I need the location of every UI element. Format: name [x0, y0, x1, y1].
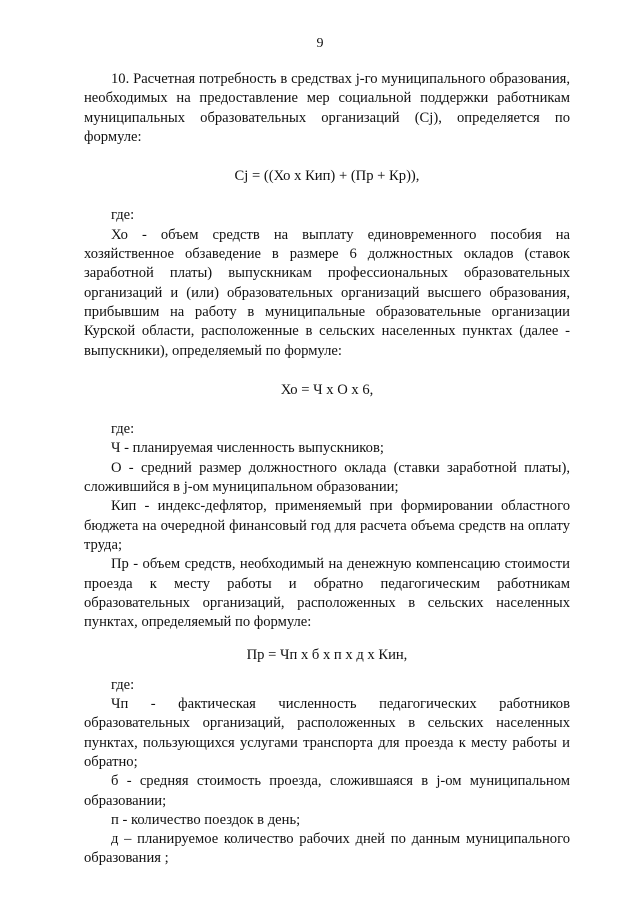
- ch-definition: Ч - планируемая численность выпускников;: [111, 440, 384, 457]
- kip-definition: Кип - индекс-дефлятор, применяемый при формировании областного бюджета на очередной финансовый год для расчета объема средств на оплату труда;: [84, 498, 570, 553]
- p-definition: п - количество поездок в день;: [111, 811, 301, 828]
- formula-pr: Пр = Чп х б х п х д х Кин,: [246, 647, 408, 664]
- paragraph-10: 10. Расчетная потребность в средствах j-го муниципального образования, необходимых на предоставление мер социальной поддержки работникам муниципальных образовательных организаций (Cj), определяется по формуле:: [84, 71, 570, 145]
- where-label-3: где:: [111, 676, 135, 693]
- page-number: 9: [316, 36, 324, 51]
- xo-definition: Хо - объем средств на выплату единовременного пособия на хозяйственное обзаведение в размере 6 должностных окладов (ставок заработной платы) выпускникам профессиональных образовательных организаций и (или) образовательных организаций высшего образования, прибывшим на работу в муниципальные образовательные организации Курской области, расположенные в сельских населенных пунктах (далее - выпускники), определяемый по формуле:: [84, 226, 570, 359]
- pr-definition: Пр - объем средств, необходимый на денежную компенсацию стоимости проезда к месту работы и обратно педагогическим работникам образовательных организаций, расположенных в сельских населенных пунктах, определяемый по формуле:: [84, 556, 570, 631]
- b-definition: б - средняя стоимость проезда, сложившаяся в j-ом муниципальном образовании;: [84, 773, 570, 809]
- document-body: [84, 70, 570, 869]
- formula-xo: Хо = Ч х О х 6,: [280, 381, 374, 398]
- d-definition: д – планируемое количество рабочих дней по данным муниципального образования ;: [84, 831, 570, 867]
- chp-definition: Чп - фактическая численность педагогических работников образовательных организаций, расположенных в сельских населенных пунктах, пользующихся услугами транспорта для проезда к месту работы и обратно;: [84, 696, 570, 770]
- o-definition: О - средний размер должностного оклада (ставки заработной платы), сложившийся в j-ом муниципальном образовании;: [84, 459, 570, 496]
- where-label-2: где:: [111, 421, 135, 438]
- where-label-1: где:: [111, 207, 135, 224]
- formula-cj: Cj = ((Хо х Кип) + (Пр + Кр)),: [234, 168, 420, 185]
